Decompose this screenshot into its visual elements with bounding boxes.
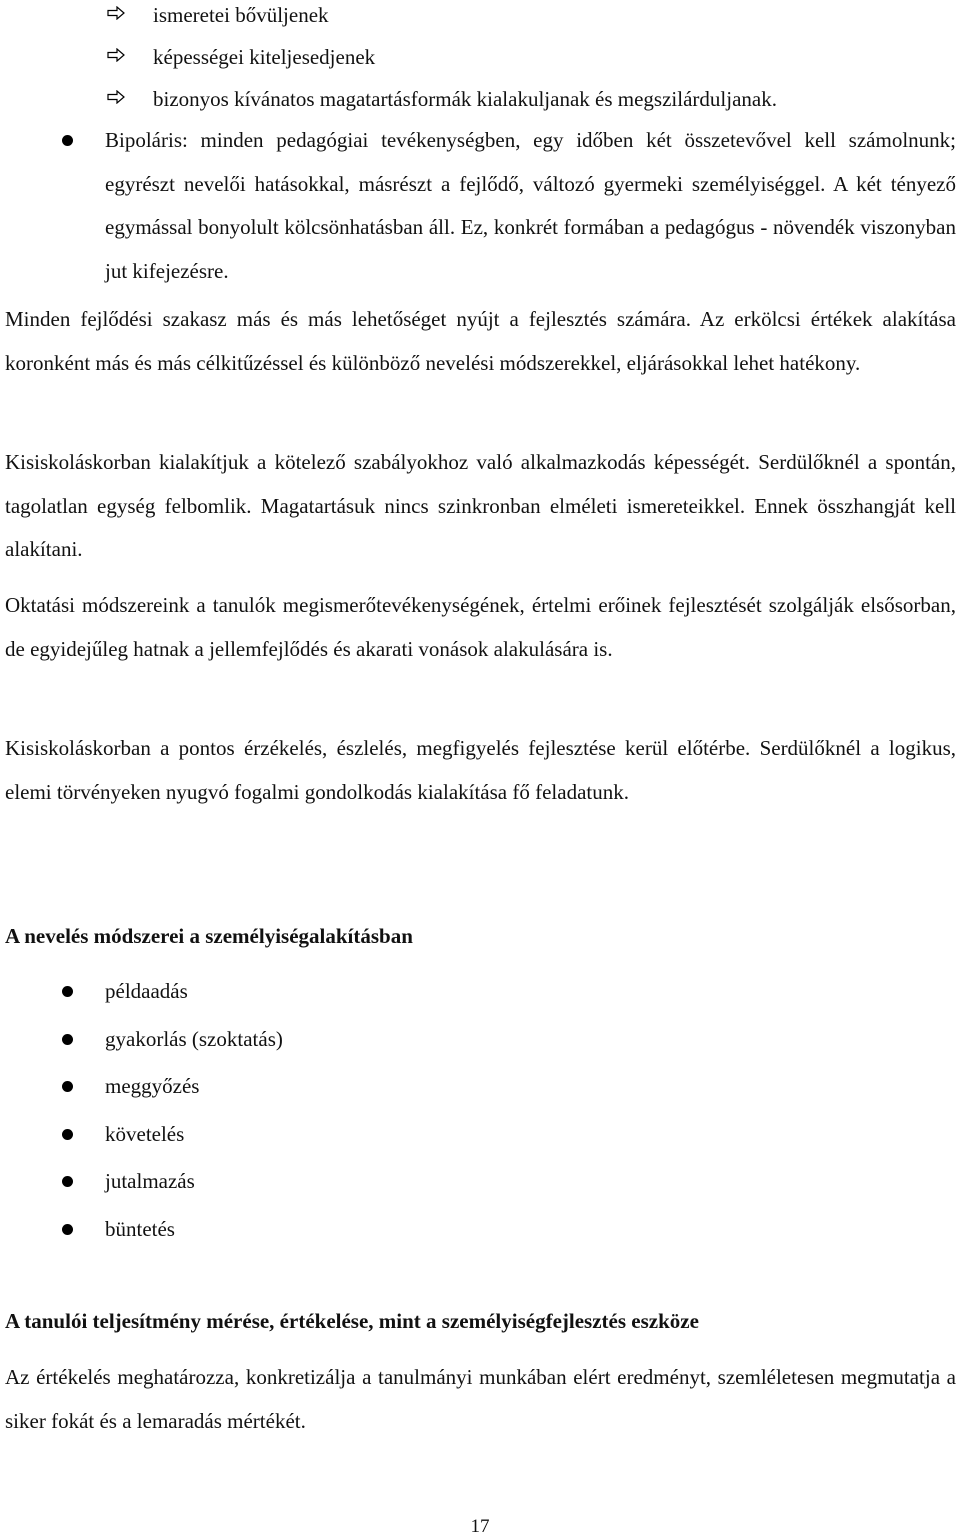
filled-circle-bullet-icon: [62, 1081, 73, 1092]
list-item-text: büntetés: [105, 1216, 175, 1241]
arrow-list-item-text: bizonyos kívánatos magatartásformák kialakuljanak és megszilárduljanak.: [153, 87, 777, 111]
list-item: [0, 968, 960, 1016]
paragraph-teaching-methods: Oktatási módszereink a tanulók megismerőtevékenységének, értelmi erőinek fejlesztését szolgálják elsősorban, de egyidejűleg hatnak a jellemfejlődés és akarati vonások alakulására is.: [5, 593, 956, 661]
paragraph-kisiskolas-rules: Kisiskoláskorban kialakítjuk a kötelező szabályokhoz való alkalmazkodás képességét. Serdülőknél a spontán, tagolatlan egység felbomlik. Magatartásuk nincs szinkronban elméleti ismereteikkel. Ennek összhangját kell alakítani.: [5, 450, 956, 561]
arrow-list-item: [0, 78, 960, 120]
filled-circle-bullet-icon: [62, 1034, 73, 1045]
list-item: [0, 1206, 960, 1254]
section-heading-assessment: A tanulói teljesítmény mérése, értékelése, mint a személyiségfejlesztés eszköze: [5, 1309, 699, 1333]
section-heading-methods: A nevelés módszerei a személyiségalakításban: [5, 924, 413, 948]
page-number: 17: [470, 1516, 490, 1537]
arrow-list-item-text: képességei kiteljesedjenek: [153, 45, 376, 69]
hollow-right-arrow-icon: [107, 6, 125, 20]
list-item-text: jutalmazás: [105, 1169, 195, 1194]
arrow-bullet-list: [0, 0, 960, 120]
hollow-right-arrow-icon: [107, 48, 125, 62]
paragraph-development-stages: Minden fejlődési szakasz más és más lehetőséget nyújt a fejlesztés számára. Az erkölcsi értékek alakítása koronként más és más célkitűzéssel és különböző nevelési módszerekkel, eljárásokkal lehet hatékony.: [5, 307, 956, 375]
list-item: [0, 1063, 960, 1111]
arrow-list-item: [0, 0, 960, 36]
list-item-text: követelés: [105, 1121, 185, 1146]
arrow-list-item-text: ismeretei bővüljenek: [153, 3, 329, 27]
bipolar-paragraph: Bipoláris: minden pedagógiai tevékenységben, egy időben két összetevővel kell számolnunk; egyrészt nevelői hatásokkal, másrészt a fejlődő, változó gyermeki személyiséggel. A két tényező egymással bonyolult kölcsönhatásban áll. Ez, konkrét formában a pedagógus - növendék viszonyban jut kifejezésre.: [105, 128, 956, 283]
filled-circle-bullet-icon: [62, 1176, 73, 1187]
list-item-text: meggyőzés: [105, 1074, 200, 1099]
list-item: [0, 1158, 960, 1206]
list-item: [0, 1016, 960, 1064]
paragraph-assessment: Az értékelés meghatározza, konkretizálja a tanulmányi munkában elért eredményt, szemléletesen megmutatja a siker fokát és a lemaradás mértékét.: [5, 1365, 956, 1433]
filled-circle-bullet-icon: [62, 1224, 73, 1235]
list-item-text: gyakorlás (szoktatás): [105, 1026, 283, 1051]
filled-circle-bullet-icon: [62, 1129, 73, 1140]
filled-circle-bullet-icon: [62, 135, 73, 146]
arrow-list-item: [0, 36, 960, 78]
filled-circle-bullet-icon: [62, 986, 73, 997]
list-item: [0, 1111, 960, 1159]
hollow-right-arrow-icon: [107, 90, 125, 104]
paragraph-perception: Kisiskoláskorban a pontos érzékelés, észlelés, megfigyelés fejlesztése kerül előtérbe. Serdülőknél a logikus, elemi törvényeken nyugvó fogalmi gondolkodás kialakítása fő feladatunk.: [5, 736, 956, 804]
list-item-text: példaadás: [105, 979, 188, 1003]
methods-bullet-list: [0, 968, 960, 1254]
